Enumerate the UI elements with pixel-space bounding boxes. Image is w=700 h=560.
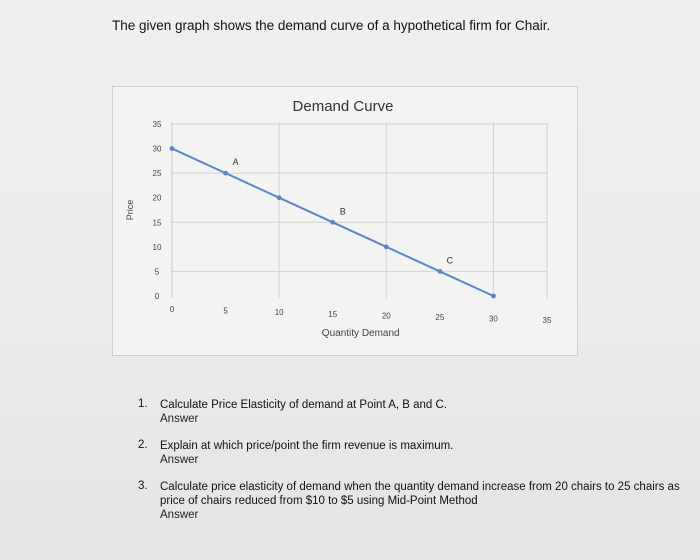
data-point [437, 269, 442, 274]
data-point [384, 244, 389, 249]
question-3 [138, 480, 688, 522]
answer-label: Answer [160, 413, 199, 425]
demand-curve-chart [113, 87, 577, 355]
y-axis-label: Price [125, 199, 135, 221]
y-tick-label: 10 [152, 242, 162, 252]
question-number: 3. [138, 480, 148, 492]
x-tick-label: 35 [542, 316, 552, 326]
y-tick-label: 35 [152, 120, 162, 129]
x-tick-label: 15 [328, 309, 338, 319]
x-tick-label: 20 [381, 311, 391, 321]
y-tick-label: 15 [152, 218, 162, 228]
question-number: 2. [138, 439, 148, 451]
questions-list [138, 398, 688, 535]
x-tick-label: 0 [169, 305, 175, 314]
question-2 [138, 439, 688, 467]
data-point [170, 146, 175, 151]
x-axis-label: Quantity Demand [321, 328, 400, 339]
y-tick-label: 0 [154, 292, 160, 301]
question-text: Calculate price elasticity of demand when the quantity demand increase from 20 chairs to 25 chairs as price of chairs reduced from $10 to $5 using Mid-Point Method [160, 481, 680, 507]
data-point [277, 195, 282, 200]
point-label-c: C [446, 255, 454, 266]
x-tick-label: 30 [488, 314, 498, 324]
y-tick-label: 20 [152, 193, 162, 203]
point-label-b: B [339, 206, 346, 217]
data-point [330, 220, 335, 225]
x-tick-label: 10 [274, 308, 284, 318]
x-tick-label: 25 [435, 313, 445, 322]
question-text: Explain at which price/point the firm revenue is maximum. [160, 440, 454, 452]
x-tick-label: 5 [223, 306, 228, 316]
y-tick-label: 5 [154, 267, 160, 277]
answer-label: Answer [160, 509, 199, 521]
chart-title: Demand Curve [292, 98, 394, 115]
intro-text: The given graph shows the demand curve of a hypothetical firm for Chair. [112, 18, 551, 33]
data-point [491, 294, 496, 299]
chart-container [112, 86, 578, 356]
question-number: 1. [138, 398, 148, 410]
point-label-a: A [232, 157, 239, 168]
y-tick-label: 30 [152, 144, 162, 154]
data-point [223, 171, 228, 176]
y-tick-label: 25 [152, 169, 162, 179]
question-text: Calculate Price Elasticity of demand at Point A, B and C. [160, 399, 448, 411]
answer-label: Answer [160, 454, 199, 466]
question-1 [138, 398, 688, 426]
